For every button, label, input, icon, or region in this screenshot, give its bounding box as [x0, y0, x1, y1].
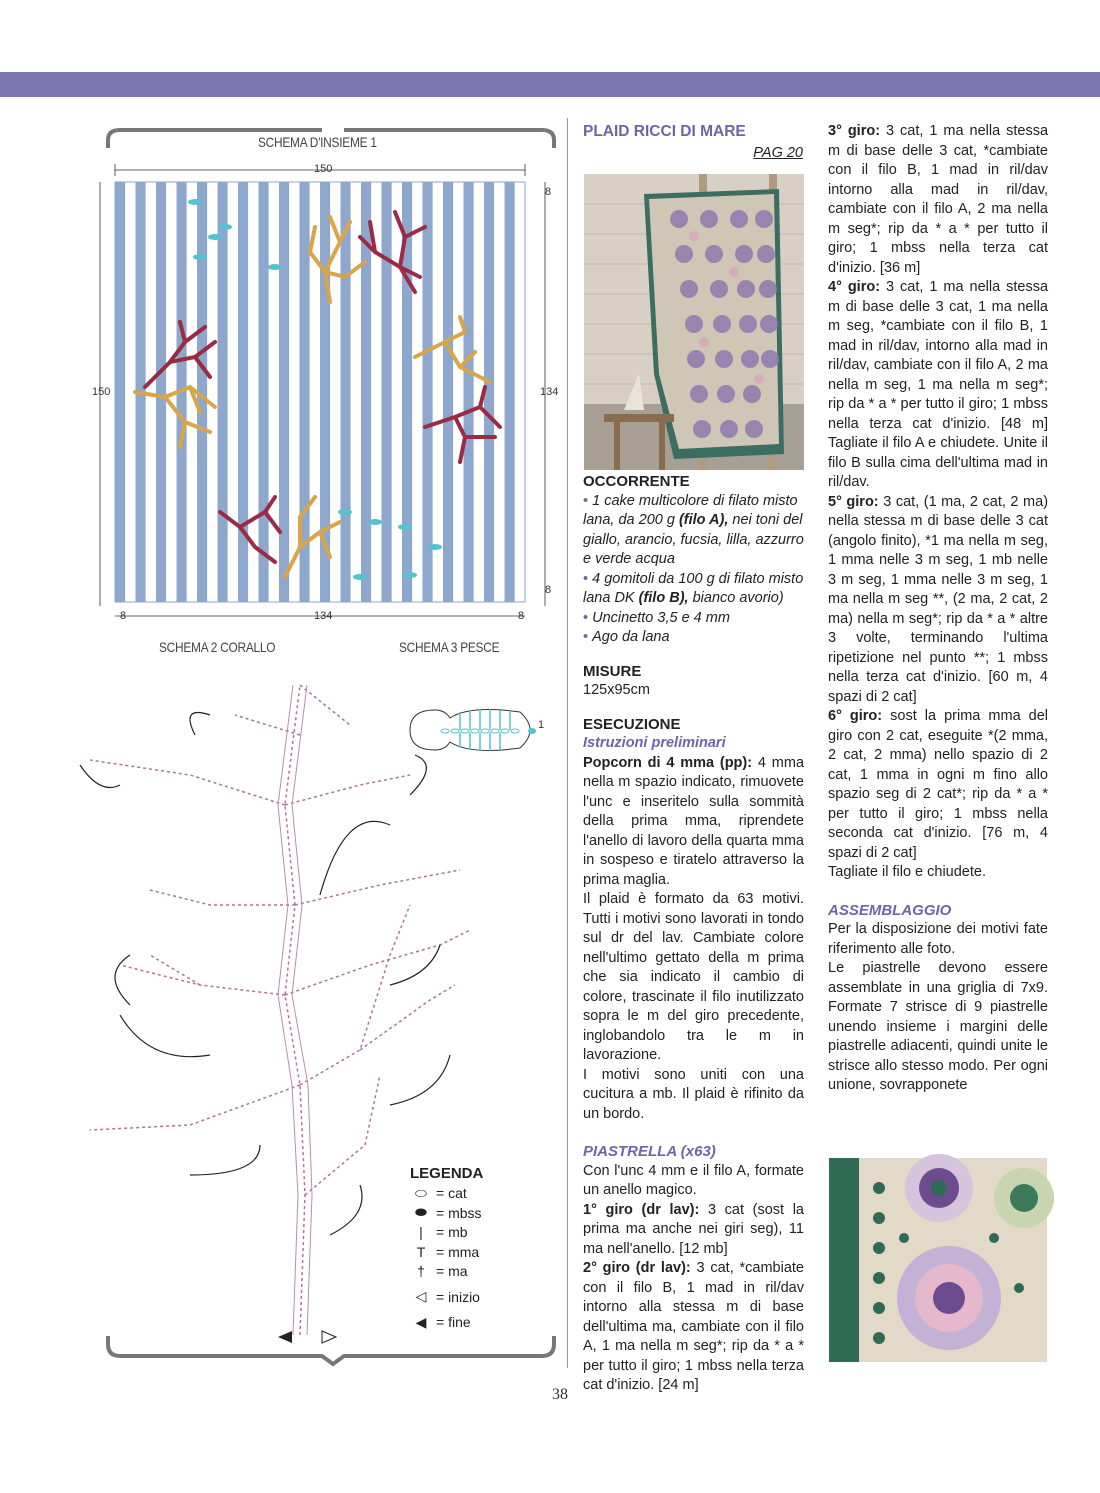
esecuzione-title: ESECUZIONE: [583, 715, 681, 733]
piastrella-title: PIASTRELLA (x63): [583, 1143, 716, 1160]
schema2-title: SCHEMA 2 CORALLO: [159, 639, 276, 655]
misure-title: MISURE: [583, 662, 642, 680]
article-column-1: [583, 122, 803, 163]
plaid-photo: [584, 174, 804, 470]
article-title: PLAID RICCI DI MARE: [583, 123, 746, 140]
paragraph-2: I motivi sono uniti con una cucitura a mb. Il plaid è rifinito da un bordo.: [583, 1066, 804, 1122]
occorrente-item-3: • Uncinetto 3,5 e 4 mm: [583, 609, 730, 626]
giro-6: 6° giro: sost la prima mma del giro con 2 cat, eseguite *(2 mma, 2 cat, 2 mma) nello spazio di 2 cat, 1 mma in ogni m fino allo spazio seg di 2 cat*; rip da * a * per tutto il giro; 1 mbss nella seconda cat d'inizio. [76 m, 4 spazi di 2 cat]: [828, 708, 1049, 861]
column-divider: [567, 118, 568, 1368]
legend-item-ma: † = ma: [410, 1262, 483, 1282]
page-ref: PAG 20: [753, 144, 803, 161]
misure-value: 125x95cm: [583, 682, 650, 698]
legend-title: LEGENDA: [410, 1165, 484, 1183]
dim-right: 134: [540, 386, 559, 398]
giro-3: 3° giro: 3 cat, 1 ma nella stessa m di base delle 3 cat, *cambiate con il filo B, 1 mad in ril/dav intorno alla mad in ril/dav, cambiate con il filo A, 2 ma nella m seg*; rip da * a * per tutto il giro; 1 mbss nella terza cat d'inizio. [36 m]: [828, 123, 1049, 276]
dim-bottom-left: 8: [120, 610, 127, 622]
dim-bottom-end: 8: [518, 610, 525, 622]
single-crochet-symbol-icon: |: [419, 1224, 423, 1241]
popcorn-paragraph: Popcorn di 4 mma (pp): 4 mma nella m spazio indicato, rimuovete l'unc e inseritelo sulla sommità della prima mma, riprendete l'anello di lavoro della quarta mma in sospeso e tiratelo attraverso la prima maglia.: [583, 754, 805, 888]
giro-4: 4° giro: 3 cat, 1 ma nella stessa m di base delle 3 cat, 1 ma nella m seg, *cambiate con il filo B, 1 mad in ril/dav, intorno alla mad in ril/dav, cambiate con il filo A, 2 ma nella m seg, 1 ma nella m seg*; rip da * a * per tutto il giro; 1 mbss nella terza cat d'inizio. [48 m] Tagliate il filo A e chiudete. Unite il filo B sulla cima dell'ultima mad in ril/dav.: [828, 279, 1049, 490]
header-bar: [0, 72, 1100, 97]
giro-2-start: 2° giro (dr lav): 3 cat, *cambiate con il filo B, 1 mad in ril/dav intorno alla stessa m di base dell'ultima ma, cambiate con il filo A, 1 ma nella m seg*; rip da * a * per tutto il giro; 1 mbss nella terza cat d'inizio. [24 m]: [583, 1260, 804, 1393]
legend-item-cat: ⬭ = cat: [410, 1184, 483, 1204]
fish-start-label: 1: [538, 719, 545, 731]
legend-item-fine: ◀ = fine: [410, 1313, 483, 1333]
schema1-title: SCHEMA D'INSIEME 1: [258, 134, 377, 150]
schema3-title: SCHEMA 3 PESCE: [399, 639, 500, 655]
occorrente-item-4: • Ago da lana: [583, 629, 670, 645]
dim-top: 150: [314, 163, 333, 175]
schema-bottom-frame: [100, 1330, 562, 1370]
article-column-1-body: [583, 472, 805, 1393]
legend-item-mb: | = mb: [410, 1223, 483, 1243]
page-number: 38: [552, 1386, 568, 1403]
slip-stitch-symbol-icon: ⬬: [415, 1204, 427, 1221]
start-arrow-icon: ◁: [415, 1288, 427, 1305]
occorrente-item-2: • 4 gomitoli da 100 g di filato misto lana DK (filo B), bianco avorio): [583, 570, 804, 606]
giro-1: 1° giro (dr lav): 3 cat (sost la prima ma anche nei giri seg), 11 ma nell'anello. [12 mb]: [583, 1201, 804, 1257]
giro-5: 5° giro: 3 cat, (1 ma, 2 cat, 2 ma) nella stessa m di base delle 3 cat (angolo finito), *1 ma nella m seg, 1 mma nelle 3 m seg, 1 mb nelle 3 m seg, 1 mma nelle 3 m seg, 1 ma nella m seg **, (2 ma, 2 cat, 2 ma) nella m seg*; rip da * a * altre 3 volte, terminando l'ultima ripetizione nel punto **; 1 mbss nella terza cat d'inizio. [60 m, 4 spazi di 2 cat]: [828, 493, 1049, 705]
chain-symbol-icon: ⬭: [415, 1184, 427, 1201]
assemblaggio-title: ASSEMBLAGGIO: [828, 901, 952, 919]
schema1-blanket: [115, 182, 525, 602]
dim-top-right: 8: [545, 186, 552, 198]
half-double-symbol-icon: T: [416, 1243, 426, 1260]
giro-6-end: Tagliate il filo e chiudete.: [828, 864, 986, 880]
dim-bottom-mid: 134: [314, 610, 333, 622]
end-arrow-icon: ◀: [415, 1313, 427, 1330]
paragraph-1: Il plaid è formato da 63 motivi. Tutti i motivi sono lavorati in tondo sul dr del lav. Cambiate colore nell'ultimo gettato della m prima che sia indicato il cambio di colore, trascinate il filo inutilizzato sopra le m del giro precedente, inglobandolo tra le m in lavorazione.: [583, 891, 804, 1063]
istruzioni-title: Istruzioni preliminari: [583, 735, 726, 751]
piastrella-intro: Con l'unc 4 mm e il filo A, formate un anello magico.: [583, 1162, 804, 1198]
double-crochet-symbol-icon: †: [417, 1263, 425, 1280]
assemblaggio-2: Le piastrelle devono essere assemblate in una griglia di 7x9. Formate 7 strisce di 9 piastrelle unendo insieme i margini delle piastrelle adiacenti, quindi unite le strisce allo stesso modo. Per ogni unione, sovrapponete: [828, 960, 1048, 1093]
assemblaggio-1: Per la disposizione dei motivi fate riferimento alle foto.: [828, 921, 1048, 957]
legend-item-mma: T = mma: [410, 1242, 483, 1262]
detail-photo: [829, 1158, 1047, 1362]
dim-bottom-right: 8: [545, 584, 552, 596]
occorrente-title: OCCORRENTE: [583, 473, 690, 490]
dim-left: 150: [92, 386, 111, 398]
article-column-2: [828, 122, 1048, 1096]
legend-item-inizio: ◁ = inizio: [410, 1287, 483, 1307]
occorrente-item-1: • 1 cake multicolore di filato misto lana, da 200 g (filo A), nei toni del giallo, arancio, fucsia, lilla, azzurro e verde acqua: [583, 492, 804, 567]
legend: [410, 1164, 483, 1332]
legend-item-mbss: ⬬ = mbss: [410, 1203, 483, 1223]
